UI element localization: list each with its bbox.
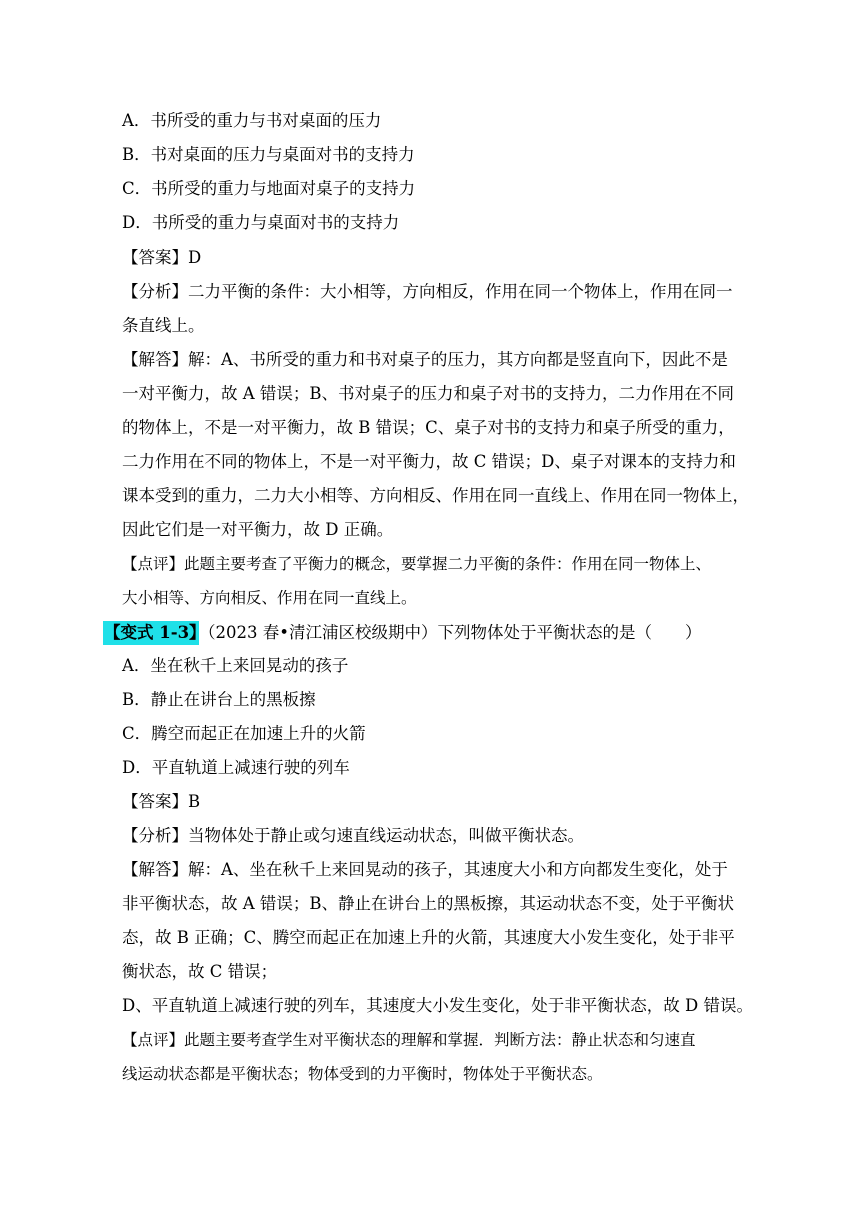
- q2-option-a: A．坐在秋千上来回晃动的孩子: [122, 656, 349, 675]
- q1-solution-line-6: 因此它们是一对平衡力，故 D 正确。: [122, 520, 394, 539]
- q2-solution-line-4: 衡状态，故 C 错误；: [122, 962, 278, 981]
- q1-option-a: A．书所受的重力与书对桌面的压力: [122, 111, 382, 130]
- q2-comment-line-1: 【点评】此题主要考查学生对平衡状态的理解和掌握．判断方法：静止状态和匀速直: [122, 1031, 696, 1049]
- q2-stem: （2023 春•清江浦区校级期中）下列物体处于平衡状态的是（ ）: [199, 623, 702, 642]
- q1-solution-line-5: 课本受到的重力，二力大小相等、方向相反、作用在同一直线上、作用在同一物体上，: [122, 486, 749, 505]
- q1-analysis-line-2: 条直线上。: [122, 316, 205, 335]
- q2-solution-line-3: 态，故 B 正确；C、腾空而起正在加速上升的火箭，其速度大小发生变化，处于非平: [122, 928, 735, 947]
- q2-comment-line-2: 线运动状态都是平衡状态；物体受到的力平衡时，物体处于平衡状态。: [122, 1065, 603, 1083]
- q1-analysis-line-1: 【分析】二力平衡的条件：大小相等，方向相反，作用在同一个物体上，作用在同一: [122, 282, 733, 301]
- q1-solution-line-4: 二力作用在不同的物体上，不是一对平衡力，故 C 错误；D、桌子对课本的支持力和: [122, 452, 736, 471]
- q1-option-c: C．书所受的重力与地面对桌子的支持力: [122, 179, 416, 198]
- variant-tag: 【变式 1-3】: [104, 623, 206, 642]
- q1-comment-line-1: 【点评】此题主要考查了平衡力的概念，要掌握二力平衡的条件：作用在同一物体上、: [122, 555, 712, 573]
- q1-answer: 【答案】D: [122, 248, 202, 267]
- q1-solution-line-2: 一对平衡力，故 A 错误；B、书对桌子的压力和桌子对书的支持力，二力作用在不同: [122, 384, 735, 403]
- q2-solution-line-1: 【解答】解：A、坐在秋千上来回晃动的孩子，其速度大小和方向都发生变化，处于: [122, 860, 728, 879]
- q2-analysis: 【分析】当物体处于静止或匀速直线运动状态，叫做平衡状态。: [122, 826, 584, 845]
- q2-option-b: B．静止在讲台上的黑板擦: [122, 690, 316, 709]
- q2-solution-line-2: 非平衡状态，故 A 错误；B、静止在讲台上的黑板擦，其运动状态不变，处于平衡状: [122, 894, 735, 913]
- q1-solution-line-3: 的物体上，不是一对平衡力，故 B 错误；C、桌子对书的支持力和桌子所受的重力，: [122, 418, 735, 437]
- q1-comment-line-2: 大小相等、方向相反、作用在同一直线上。: [122, 589, 417, 607]
- q2-option-c: C．腾空而起正在加速上升的火箭: [122, 724, 366, 743]
- q1-option-b: B．书对桌面的压力与桌面对书的支持力: [122, 145, 415, 164]
- q1-solution-line-1: 【解答】解：A、书所受的重力和书对桌子的压力，其方向都是竖直向下，因此不是: [122, 350, 728, 369]
- q2-option-d: D．平直轨道上减速行驶的列车: [122, 758, 350, 777]
- q2-solution-line-5: D、平直轨道上减速行驶的列车，其速度大小发生变化，处于非平衡状态，故 D 错误。: [122, 996, 753, 1015]
- q1-option-d: D．书所受的重力与桌面对书的支持力: [122, 213, 400, 232]
- q2-answer: 【答案】B: [122, 792, 201, 811]
